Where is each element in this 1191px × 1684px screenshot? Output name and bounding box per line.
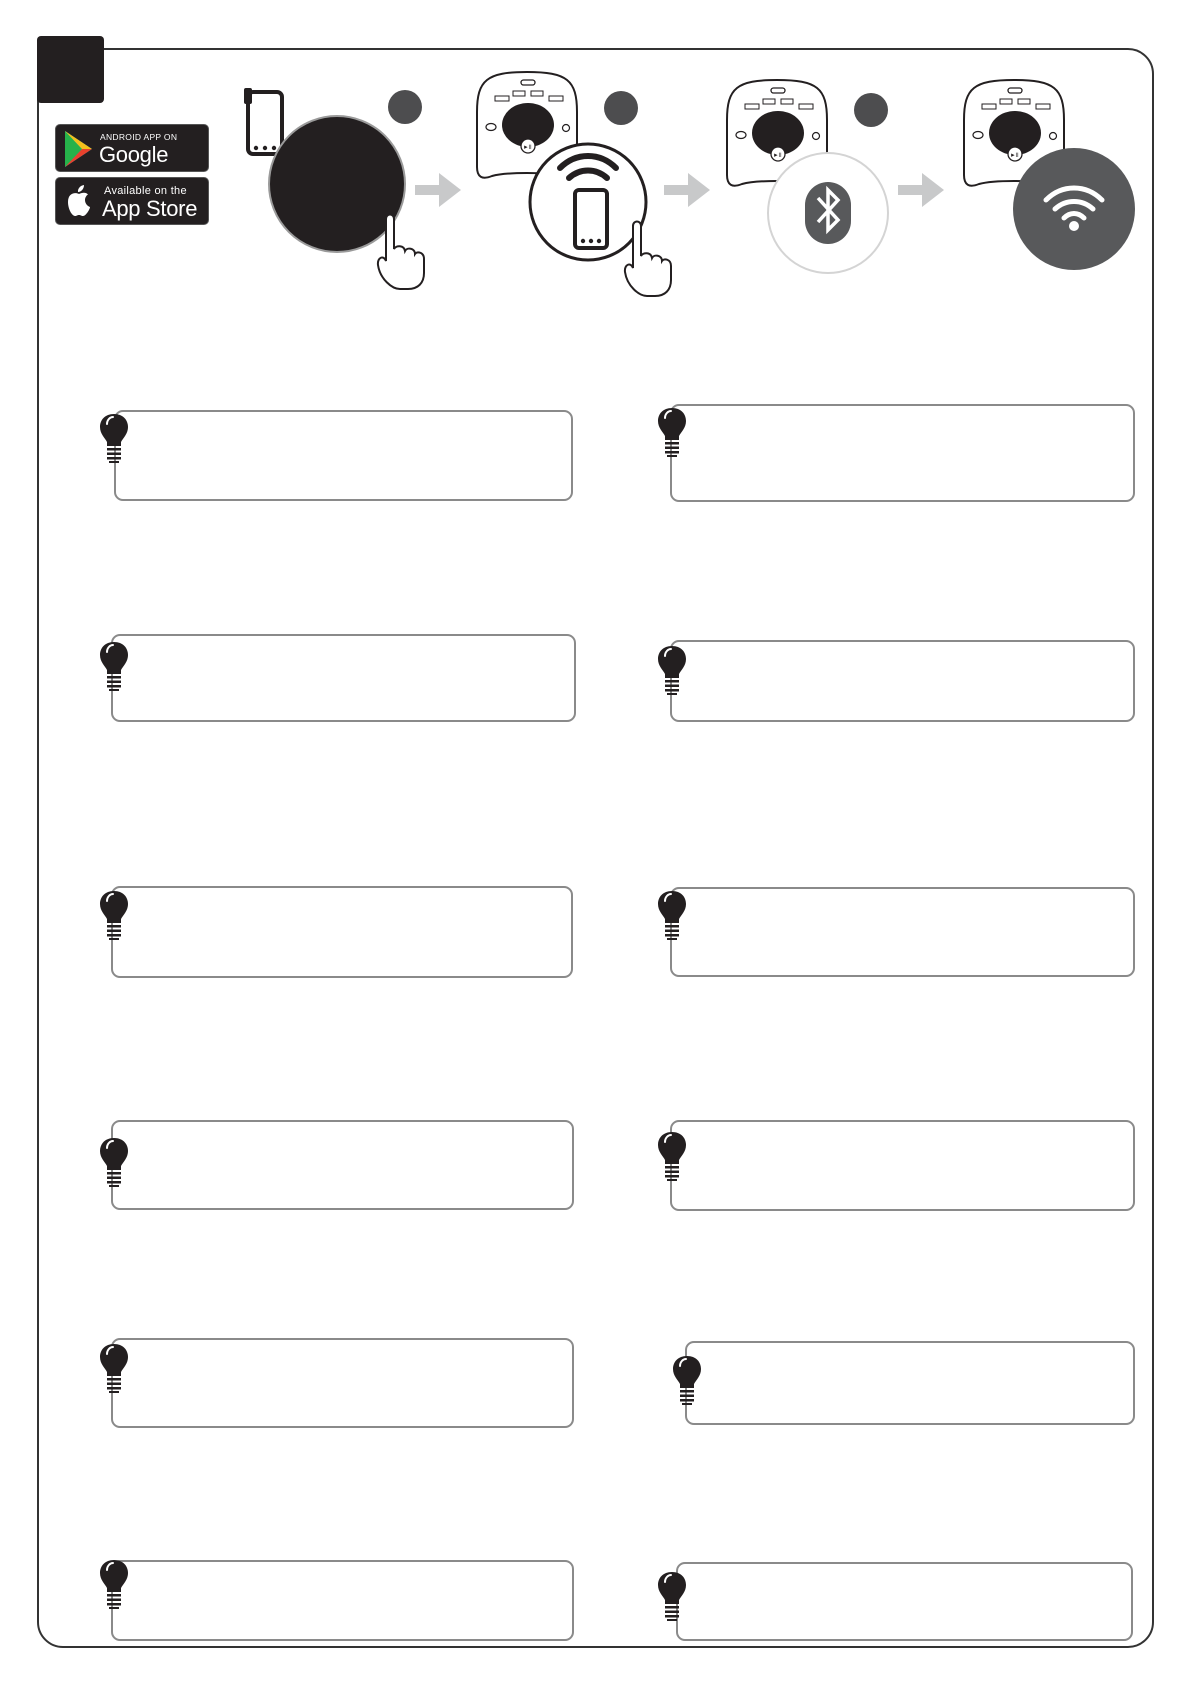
- tip-box-2: [670, 404, 1135, 502]
- bluetooth-icon: [768, 153, 888, 273]
- wifi-icon: [1013, 148, 1135, 270]
- tip-box-7: [111, 1120, 574, 1210]
- step-1-phone-tap: [244, 88, 461, 289]
- lightbulb-icon: [99, 412, 129, 464]
- lightbulb-icon: [99, 889, 129, 941]
- step-3-bluetooth: [727, 80, 944, 273]
- lightbulb-icon: [657, 406, 687, 458]
- tip-box-10: [685, 1341, 1135, 1425]
- lightbulb-icon: [657, 889, 687, 941]
- google-badge-bottom-line: Google: [99, 142, 169, 167]
- step-4-wifi: [964, 80, 1135, 270]
- lightbulb-icon: [657, 1570, 687, 1622]
- lightbulb-icon: [657, 1130, 687, 1182]
- tip-box-9: [111, 1338, 574, 1428]
- tip-box-1: [114, 410, 573, 501]
- google-badge-top-line: ANDROID APP ON: [100, 132, 178, 142]
- setup-steps-illustration: ▸॥: [0, 0, 1191, 300]
- tip-box-4: [670, 640, 1135, 722]
- tip-box-11: [111, 1560, 574, 1641]
- tip-box-6: [670, 887, 1135, 977]
- tip-box-12: [676, 1562, 1133, 1641]
- lightbulb-icon: [99, 1558, 129, 1610]
- tip-box-5: [111, 886, 573, 978]
- step-1-dot: [388, 90, 422, 124]
- step-2-nfc: [477, 72, 710, 296]
- tip-box-8: [670, 1120, 1135, 1211]
- step-2-dot: [604, 91, 638, 125]
- nfc-phone-icon: [530, 144, 671, 296]
- lightbulb-icon: [657, 644, 687, 696]
- apple-badge-bottom-line: App Store: [102, 196, 198, 221]
- lightbulb-icon: [99, 1342, 129, 1394]
- step-3-dot: [854, 93, 888, 127]
- lightbulb-icon: [99, 1136, 129, 1188]
- tip-box-3: [111, 634, 576, 722]
- lightbulb-icon: [99, 640, 129, 692]
- lightbulb-icon: [672, 1354, 702, 1406]
- apple-badge-top-line: Available on the: [104, 185, 187, 197]
